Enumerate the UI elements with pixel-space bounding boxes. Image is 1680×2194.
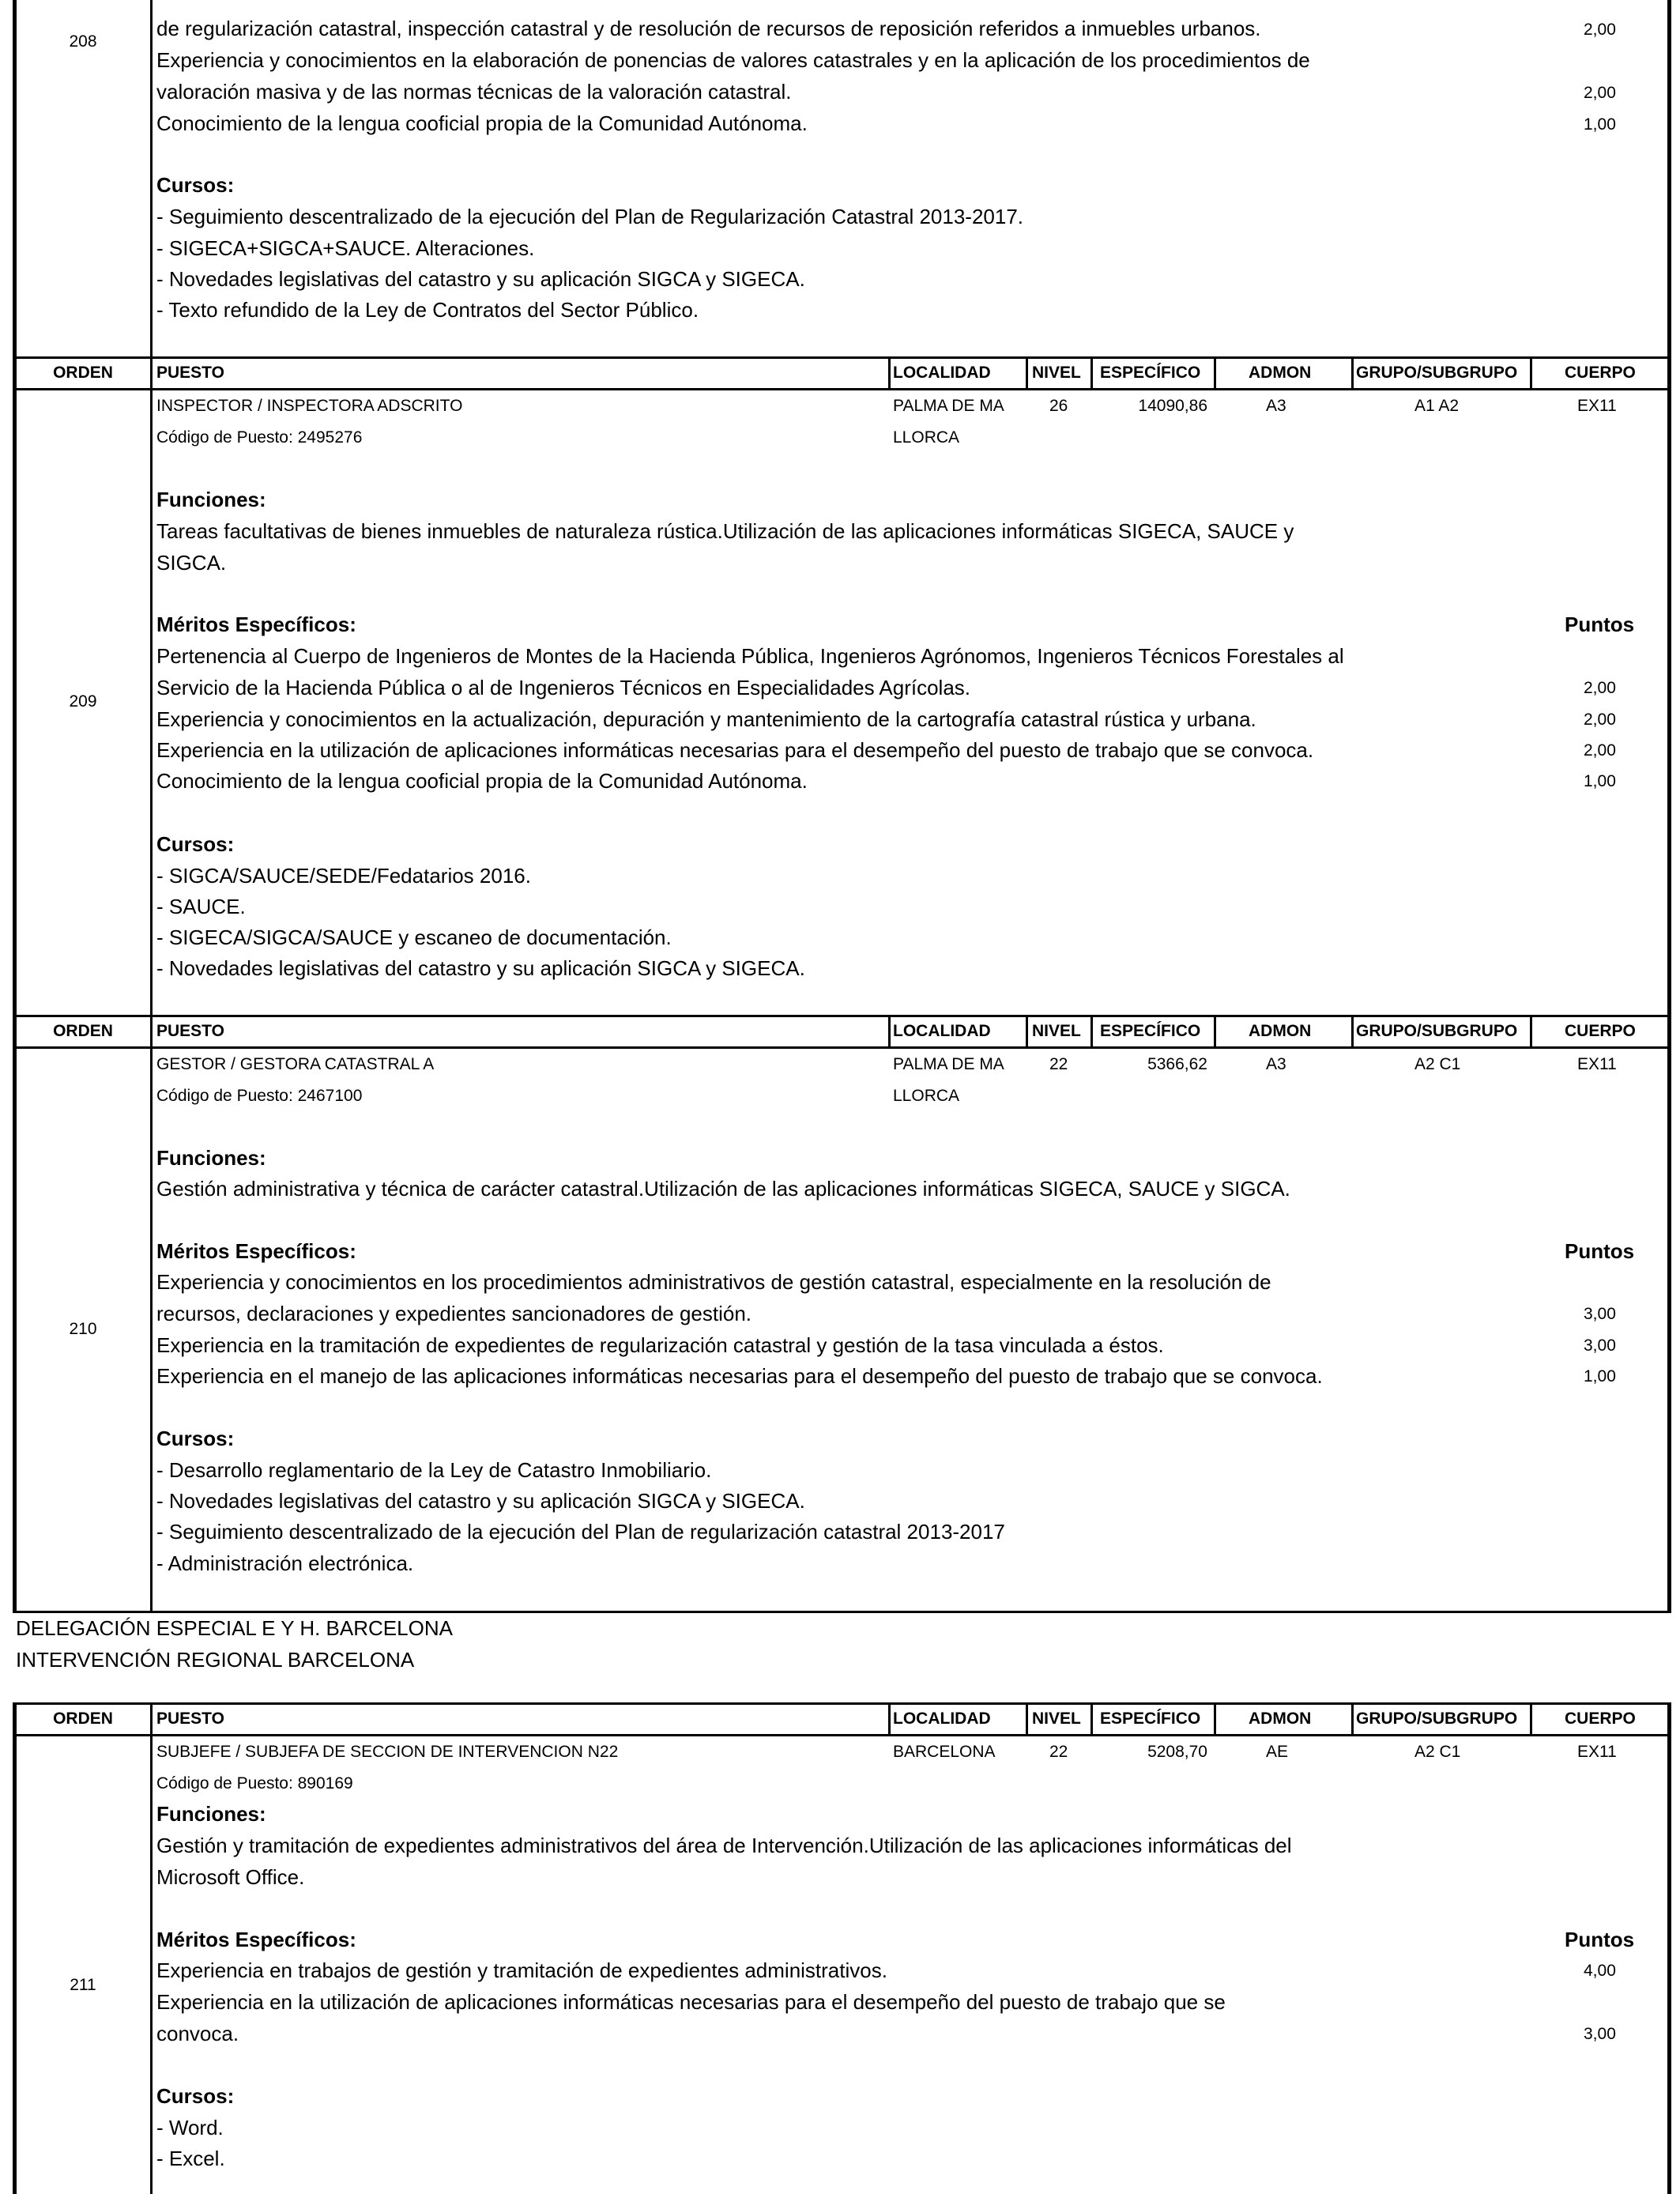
header-puesto: PUESTO [156, 364, 224, 382]
merit-points: 1,00 [1584, 772, 1616, 790]
funcion-line: Microsoft Office. [156, 1865, 305, 1889]
header-orden: ORDEN [53, 1022, 113, 1040]
hdr-div-admon-209 [1214, 356, 1216, 390]
hdr-div-nivel-209 [1026, 356, 1028, 390]
merit-points: 4,00 [1584, 1962, 1616, 1980]
merit-line: Experiencia en el manejo de las aplicaciones informáticas necesarias para el desempeño del puesto de trabajo que se convoca. [156, 1364, 1323, 1388]
header-especifico: ESPECÍFICO [1100, 1710, 1201, 1728]
funcion-line: Tareas facultativas de bienes inmuebles de naturaleza rústica.Utilización de las aplicaciones informáticas SIGECA, SAUCE y [156, 519, 1294, 543]
nivel-value: 22 [1049, 1743, 1068, 1761]
hdr-div-admon-211 [1214, 1702, 1216, 1736]
merit-points: 3,00 [1584, 1336, 1616, 1355]
grupo-value: A2 C1 [1414, 1055, 1461, 1073]
meritos-label: Méritos Específicos: [156, 1928, 356, 1951]
header-cuerpo: CUERPO [1565, 1710, 1636, 1728]
localidad-line-1: PALMA DE MA [893, 1055, 1004, 1073]
merit-line: convoca. [156, 2022, 239, 2045]
merit-line: Experiencia y conocimientos en la elaboración de ponencias de valores catastrales y en la aplicación de los procedimientos de [156, 48, 1310, 72]
header-admon: ADMON [1249, 1022, 1312, 1040]
curso-item: - Novedades legislativas del catastro y su aplicación SIGCA y SIGECA. [156, 267, 805, 291]
puntos-label: Puntos [1565, 613, 1635, 636]
header-especifico: ESPECÍFICO [1100, 364, 1201, 382]
hdr-div-loc-210 [888, 1015, 891, 1049]
puesto-code: Código de Puesto: 2467100 [156, 1087, 363, 1105]
hdr-div-loc-211 [888, 1702, 891, 1736]
puesto-name: SUBJEFE / SUBJEFA DE SECCION DE INTERVENCION N22 [156, 1743, 619, 1761]
orden-divider-2 [150, 1704, 153, 2194]
puesto-code: Código de Puesto: 890169 [156, 1774, 353, 1793]
outer-border-left [13, 0, 17, 1612]
hdr-div-nivel-211 [1026, 1702, 1028, 1736]
funcion-line: Gestión administrativa y técnica de carácter catastral.Utilización de las aplicaciones informáticas SIGECA, SAUCE y SIGCA. [156, 1177, 1290, 1201]
merit-line: Experiencia en la utilización de aplicaciones informáticas necesarias para el desempeño del puesto de trabajo que se convoca. [156, 738, 1314, 762]
cursos-label: Cursos: [156, 2084, 235, 2108]
puntos-label: Puntos [1565, 1928, 1635, 1951]
merit-points: 2,00 [1584, 679, 1616, 697]
orden-divider-1 [150, 0, 153, 1612]
section-intervencion: INTERVENCIÓN REGIONAL BARCELONA [16, 1648, 415, 1672]
admon-value: AE [1266, 1743, 1289, 1761]
localidad-line-2: LLORCA [893, 428, 960, 447]
nivel-value: 22 [1049, 1055, 1068, 1073]
puesto-name: GESTOR / GESTORA CATASTRAL A [156, 1055, 435, 1073]
merit-points: 2,00 [1584, 741, 1616, 760]
hdr-div-grupo-211 [1351, 1702, 1354, 1736]
cursos-label: Cursos: [156, 173, 235, 197]
header-localidad: LOCALIDAD [893, 1022, 991, 1040]
curso-item: - Novedades legislativas del catastro y su aplicación SIGCA y SIGECA. [156, 1489, 805, 1513]
merit-line: recursos, declaraciones y expedientes sancionadores de gestión. [156, 1302, 752, 1325]
outer-border-right [1667, 0, 1671, 1612]
curso-item: - Administración electrónica. [156, 1551, 414, 1575]
puntos-label: Puntos [1565, 1239, 1635, 1263]
header-localidad: LOCALIDAD [893, 1710, 991, 1728]
orden-208: 208 [69, 32, 97, 51]
header-admon: ADMON [1249, 1710, 1312, 1728]
hdr-div-esp-211 [1090, 1702, 1093, 1736]
curso-item: - SIGCA/SAUCE/SEDE/Fedatarios 2016. [156, 864, 531, 888]
admon-value: A3 [1266, 1055, 1286, 1073]
cuerpo-value: EX11 [1577, 1743, 1617, 1761]
header-grupo: GRUPO/SUBGRUPO [1356, 1022, 1518, 1040]
merit-line: Conocimiento de la lengua cooficial propia de la Comunidad Autónoma. [156, 111, 808, 135]
curso-item: - Seguimiento descentralizado de la ejecución del Plan de regularización catastral 2013-2017 [156, 1520, 1005, 1544]
header-orden: ORDEN [53, 364, 113, 382]
especifico-value: 5366,62 [1147, 1055, 1207, 1073]
meritos-label: Méritos Específicos: [156, 1239, 356, 1263]
localidad-line-1: PALMA DE MA [893, 397, 1004, 415]
header-admon: ADMON [1249, 364, 1312, 382]
localidad-line-1: BARCELONA [893, 1743, 996, 1761]
header-nivel: NIVEL [1032, 1710, 1081, 1728]
hdr-div-cuerpo-210 [1530, 1015, 1532, 1049]
merit-line: valoración masiva y de las normas técnicas de la valoración catastral. [156, 80, 792, 104]
funciones-label: Funciones: [156, 488, 266, 511]
puesto-name: INSPECTOR / INSPECTORA ADSCRITO [156, 397, 463, 415]
merit-points: 2,00 [1584, 21, 1616, 39]
section-delegacion: DELEGACIÓN ESPECIAL E Y H. BARCELONA [16, 1616, 453, 1640]
hdr-div-grupo-209 [1351, 356, 1354, 390]
admon-value: A3 [1266, 397, 1286, 415]
merit-points: 2,00 [1584, 84, 1616, 102]
nivel-value: 26 [1049, 397, 1068, 415]
orden-211: 211 [70, 1976, 96, 1994]
funciones-label: Funciones: [156, 1802, 266, 1826]
hdr-div-loc-209 [888, 356, 891, 390]
cuerpo-value: EX11 [1577, 1055, 1617, 1073]
merit-line: Experiencia en la tramitación de expedientes de regularización catastral y gestión de la tasa vinculada a éstos. [156, 1333, 1164, 1357]
hdr-div-cuerpo-211 [1530, 1702, 1532, 1736]
header-especifico: ESPECÍFICO [1100, 1022, 1201, 1040]
merit-line: Pertenencia al Cuerpo de Ingenieros de Montes de la Hacienda Pública, Ingenieros Agrónomos, Ingenieros Técnicos Forestales al [156, 644, 1344, 668]
cursos-label: Cursos: [156, 1427, 235, 1450]
hdr-div-admon-210 [1214, 1015, 1216, 1049]
funcion-line: SIGCA. [156, 551, 227, 575]
curso-item: - Desarrollo reglamentario de la Ley de Catastro Inmobiliario. [156, 1458, 712, 1482]
localidad-line-2: LLORCA [893, 1087, 960, 1105]
header-grupo: GRUPO/SUBGRUPO [1356, 364, 1518, 382]
merit-points: 3,00 [1584, 1305, 1616, 1323]
curso-item: - SAUCE. [156, 895, 246, 918]
outer-border-left-lower [13, 1704, 17, 2194]
meritos-label: Méritos Específicos: [156, 613, 356, 636]
merit-points: 1,00 [1584, 1367, 1616, 1385]
grupo-value: A1 A2 [1414, 397, 1460, 415]
cuerpo-value: EX11 [1577, 397, 1617, 415]
hdr-div-nivel-210 [1026, 1015, 1028, 1049]
header-nivel: NIVEL [1032, 364, 1081, 382]
curso-item: - Novedades legislativas del catastro y su aplicación SIGCA y SIGECA. [156, 956, 805, 980]
curso-item: - SIGECA+SIGCA+SAUCE. Alteraciones. [156, 236, 535, 260]
header-cuerpo: CUERPO [1565, 364, 1636, 382]
header-puesto: PUESTO [156, 1022, 224, 1040]
especifico-value: 14090,86 [1138, 397, 1207, 415]
curso-item: - Seguimiento descentralizado de la ejecución del Plan de Regularización Catastral 2013-2017. [156, 205, 1024, 228]
curso-item: - Word. [156, 2116, 224, 2139]
curso-item: - Excel. [156, 2147, 225, 2170]
funcion-line: Gestión y tramitación de expedientes administrativos del área de Intervención.Utilización de las aplicaciones informáticas del [156, 1834, 1292, 1857]
orden-209: 209 [69, 692, 97, 711]
merit-points: 1,00 [1584, 115, 1616, 134]
merit-line: Experiencia y conocimientos en la actualización, depuración y mantenimiento de la cartografía catastral rústica y urbana. [156, 707, 1256, 731]
especifico-value: 5208,70 [1147, 1743, 1207, 1761]
merit-points: 2,00 [1584, 711, 1616, 729]
header-localidad: LOCALIDAD [893, 364, 991, 382]
merit-line: Servicio de la Hacienda Pública o al de Ingenieros Técnicos en Especialidades Agrícolas. [156, 676, 971, 699]
header-cuerpo: CUERPO [1565, 1022, 1636, 1040]
merit-line: Experiencia y conocimientos en los procedimientos administrativos de gestión catastral, especialmente en la resolución de [156, 1270, 1271, 1294]
merit-points: 3,00 [1584, 2025, 1616, 2043]
cursos-label: Cursos: [156, 832, 235, 856]
merit-line: Conocimiento de la lengua cooficial propia de la Comunidad Autónoma. [156, 769, 808, 793]
hdr-div-cuerpo-209 [1530, 356, 1532, 390]
grupo-value: A2 C1 [1414, 1743, 1461, 1761]
curso-item: - Texto refundido de la Ley de Contratos del Sector Público. [156, 298, 699, 322]
header-grupo: GRUPO/SUBGRUPO [1356, 1710, 1518, 1728]
puesto-code: Código de Puesto: 2495276 [156, 428, 363, 447]
merit-line: de regularización catastral, inspección catastral y de resolución de recursos de reposición referidos a inmuebles urbanos. [156, 17, 1261, 40]
curso-item: - SIGECA/SIGCA/SAUCE y escaneo de documentación. [156, 925, 672, 949]
hdr-div-esp-210 [1090, 1015, 1093, 1049]
hdr-div-grupo-210 [1351, 1015, 1354, 1049]
orden-210: 210 [69, 1320, 97, 1338]
funciones-label: Funciones: [156, 1146, 266, 1170]
hdr-div-esp-209 [1090, 356, 1093, 390]
header-puesto: PUESTO [156, 1710, 224, 1728]
header-nivel: NIVEL [1032, 1022, 1081, 1040]
merit-line: Experiencia en la utilización de aplicaciones informáticas necesarias para el desempeño del puesto de trabajo que se [156, 1990, 1226, 2014]
header-orden: ORDEN [53, 1710, 113, 1728]
merit-line: Experiencia en trabajos de gestión y tramitación de expedientes administrativos. [156, 1958, 887, 1982]
outer-border-right-lower [1667, 1704, 1671, 2194]
